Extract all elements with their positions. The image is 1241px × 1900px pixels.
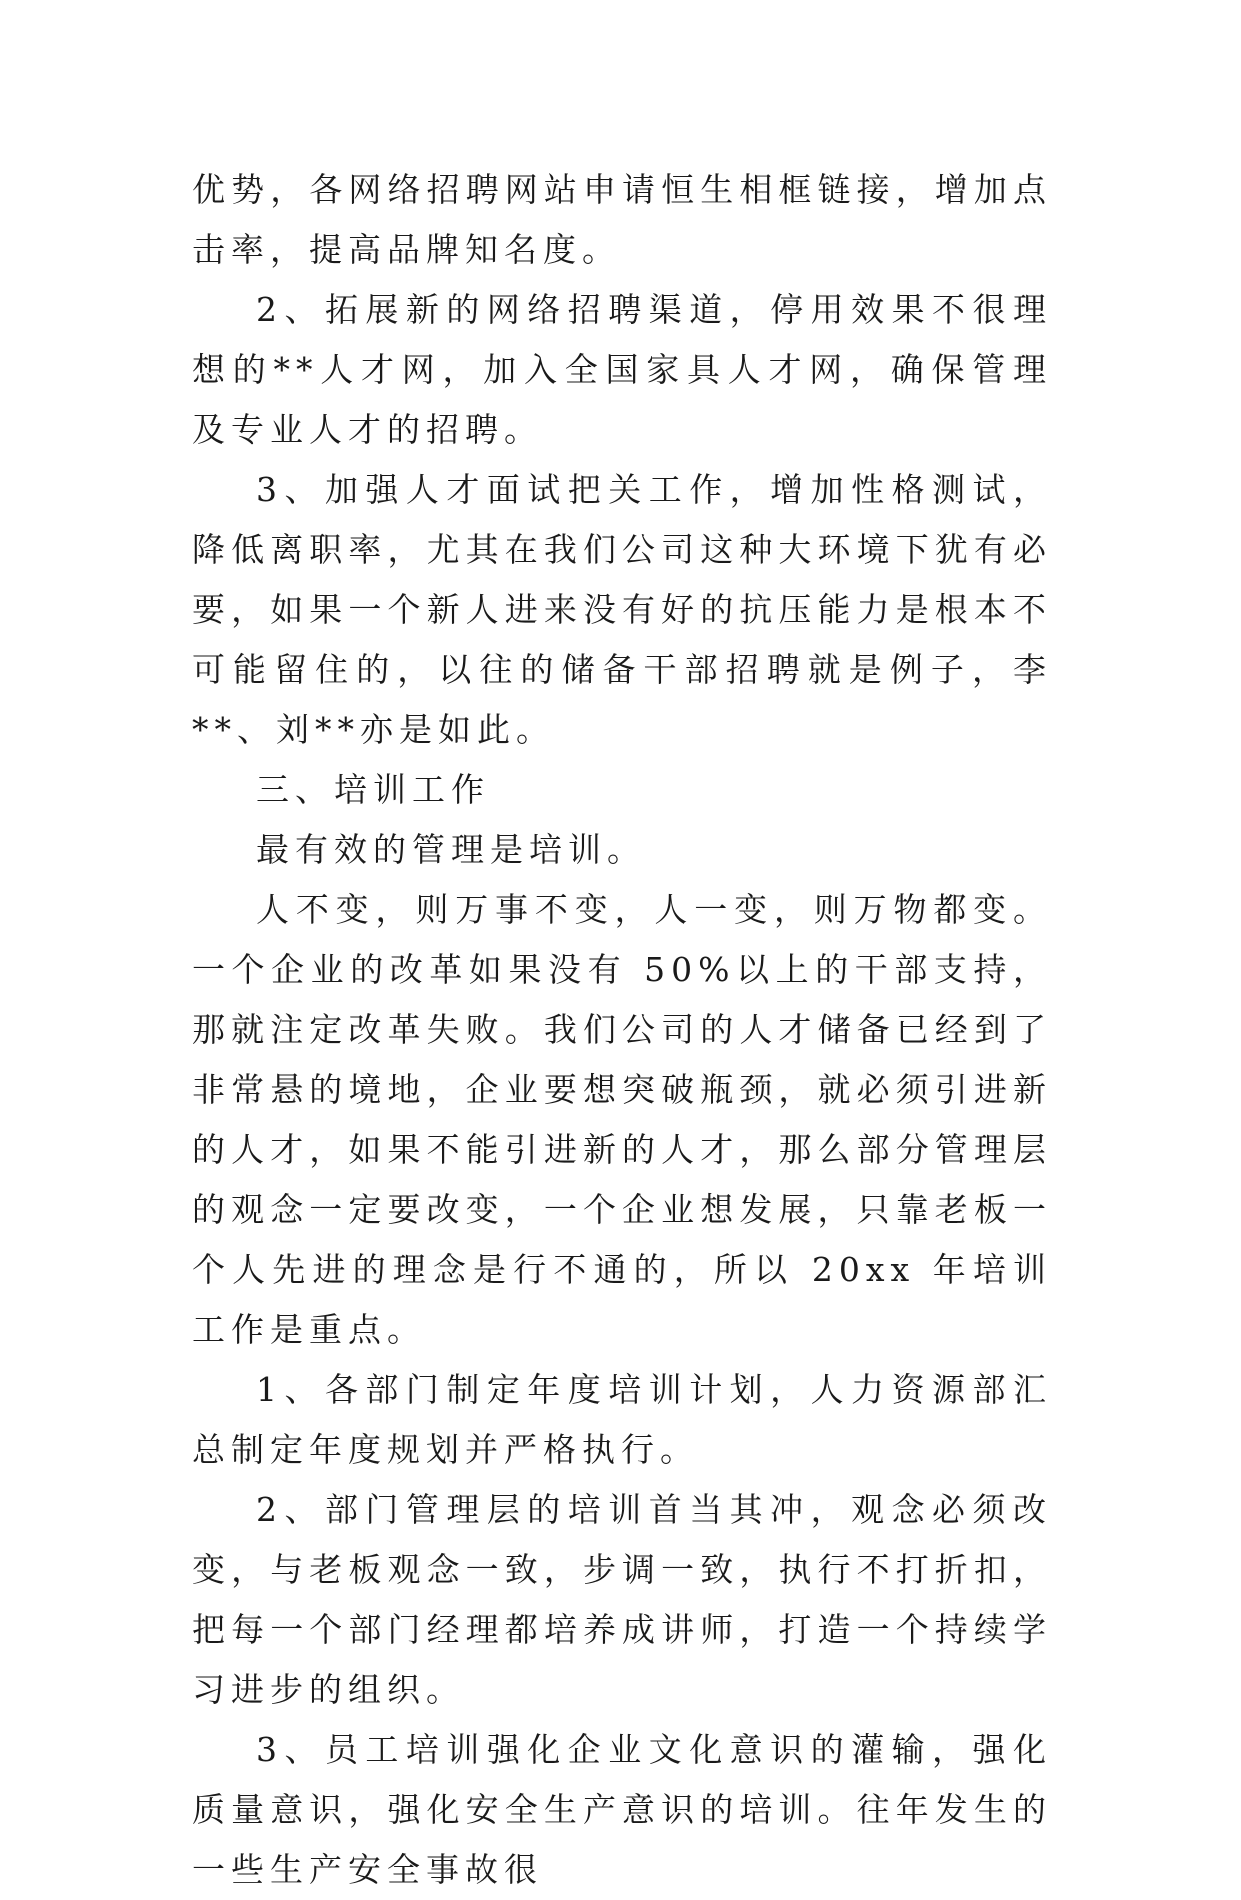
paragraph-training-rationale: 人不变，则万事不变，人一变，则万物都变。一个企业的改革如果没有 50%以上的干部支持，那就注定改革失败。我们公司的人才储备已经到了非常悬的境地，企业要想突破瓶颈，就必须引进新的人才，如果不能引进新的人才，那么部分管理层的观念一定要改变，一个企业想发展，只靠老板一个人先进的理念是行不通的，所以 20xx 年培训工作是重点。 [192, 890, 1052, 1349]
paragraph-item-3-interview: 3、加强人才面试把关工作，增加性格测试，降低离职率，尤其在我们公司这种大环境下犹有必要，如果一个新人进来没有好的抗压能力是根本不可能留住的，以往的储备干部招聘就是例子，李**、刘**亦是如此。 [192, 470, 1052, 749]
paragraph-training-item-1: 1、各部门制定年度培训计划，人力资源部汇总制定年度规划并严格执行。 [192, 1370, 1052, 1469]
paragraph-training-item-2: 2、部门管理层的培训首当其冲，观念必须改变，与老板观念一致，步调一致，执行不打折扣，把每一个部门经理都培养成讲师，打造一个持续学习进步的组织。 [192, 1490, 1052, 1709]
paragraph-training-lead: 最有效的管理是培训。 [256, 830, 646, 869]
paragraph-continuation: 优势，各网络招聘网站申请恒生相框链接，增加点击率，提高品牌知名度。 [192, 170, 1052, 269]
section-heading-training: 三、培训工作 [256, 770, 490, 809]
paragraph-item-2-channels: 2、拓展新的网络招聘渠道，停用效果不很理想的**人才网，加入全国家具人才网，确保管理及专业人才的招聘。 [192, 290, 1052, 449]
paragraph-training-item-3: 3、员工培训强化企业文化意识的灌输，强化质量意识，强化安全生产意识的培训。往年发生的一些生产安全事故很 [192, 1730, 1052, 1889]
document-body [192, 160, 1052, 1900]
